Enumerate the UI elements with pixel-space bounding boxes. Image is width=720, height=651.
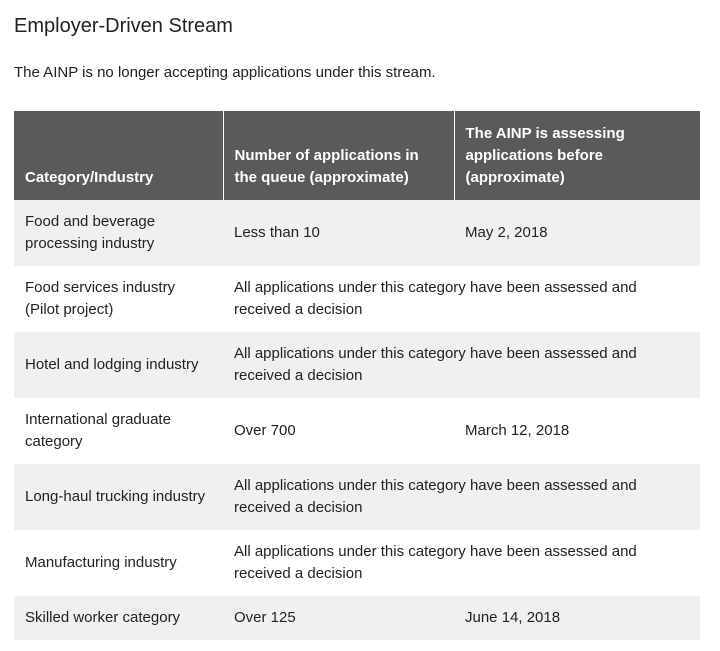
cell-category: Manufacturing industry: [14, 530, 223, 596]
cell-queue: Over 700: [223, 398, 454, 464]
table-body: [14, 200, 700, 640]
header-assessing-before: The AINP is assessing applications before (approximate): [454, 111, 700, 200]
table-row: [14, 332, 700, 398]
cell-category: International graduate category: [14, 398, 223, 464]
cell-status: All applications under this category have been assessed and received a decision: [223, 464, 700, 530]
header-category: Category/Industry: [14, 111, 223, 200]
cell-category: Food services industry (Pilot project): [14, 266, 223, 332]
cell-category: Long-haul trucking industry: [14, 464, 223, 530]
applications-table: [14, 111, 700, 640]
header-queue: Number of applications in the queue (approximate): [223, 111, 454, 200]
cell-status: All applications under this category have been assessed and received a decision: [223, 530, 700, 596]
header-row: [14, 111, 700, 200]
table-row: [14, 200, 700, 266]
cell-category: Skilled worker category: [14, 596, 223, 640]
cell-assessing-before: May 2, 2018: [454, 200, 700, 266]
table-row: [14, 464, 700, 530]
table-row: [14, 266, 700, 332]
page-title: Employer-Driven Stream: [14, 15, 233, 37]
table-header: [14, 111, 700, 200]
cell-assessing-before: March 12, 2018: [454, 398, 700, 464]
cell-queue: Over 125: [223, 596, 454, 640]
cell-category: Hotel and lodging industry: [14, 332, 223, 398]
cell-status: All applications under this category have been assessed and received a decision: [223, 332, 700, 398]
table-row: [14, 530, 700, 596]
table-row: [14, 596, 700, 640]
cell-category: Food and beverage processing industry: [14, 200, 223, 266]
table-row: [14, 398, 700, 464]
cell-queue: Less than 10: [223, 200, 454, 266]
cell-assessing-before: June 14, 2018: [454, 596, 700, 640]
intro-text: The AINP is no longer accepting applications under this stream.: [14, 64, 436, 81]
cell-status: All applications under this category have been assessed and received a decision: [223, 266, 700, 332]
